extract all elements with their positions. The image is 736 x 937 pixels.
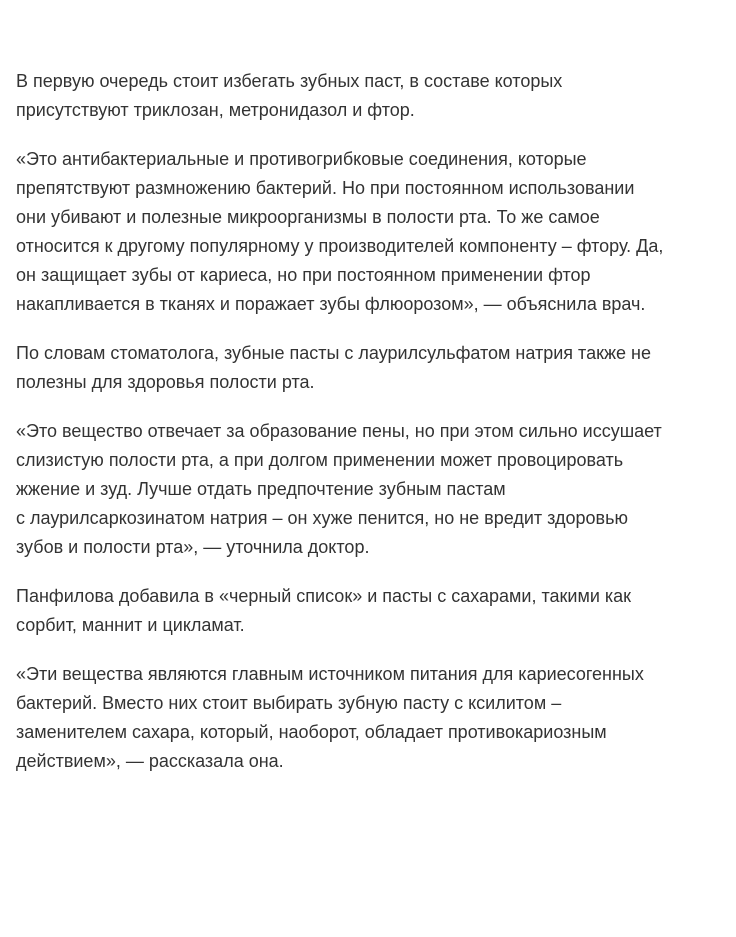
paragraph-6-quote [16, 660, 722, 776]
paragraph-2-quote [16, 145, 722, 319]
text-line: зубов и полости рта», — уточнила доктор. [16, 537, 370, 557]
text-line: с лаурилсаркозинатом натрия – он хуже пенится, но не вредит здоровью [16, 508, 628, 528]
text-line: действием», — рассказала она. [16, 751, 284, 771]
text-line: препятствуют размножению бактерий. Но при постоянном использовании [16, 178, 635, 198]
text-line: он защищает зубы от кариеса, но при постоянном применении фтор [16, 265, 591, 285]
text-line: полезны для здоровья полости рта. [16, 372, 315, 392]
text-line: заменителем сахара, который, наоборот, обладает противокариозным [16, 722, 607, 742]
text-line: Панфилова добавила в «черный список» и пасты с сахарами, такими как [16, 586, 632, 606]
text-line: «Это антибактериальные и противогрибковые соединения, которые [16, 149, 587, 169]
paragraph-3 [16, 339, 722, 397]
text-line: бактерий. Вместо них стоит выбирать зубную пасту с ксилитом – [16, 693, 562, 713]
text-line: «Это вещество отвечает за образование пены, но при этом сильно иссушает [16, 421, 662, 441]
text-line: «Эти вещества являются главным источником питания для кариесогенных [16, 664, 644, 684]
text-line: накапливается в тканях и поражает зубы флюорозом», — объяснила врач. [16, 294, 646, 314]
text-line: В первую очередь стоит избегать зубных паст, в составе которых [16, 71, 563, 91]
text-line: По словам стоматолога, зубные пасты с лаурилсульфатом натрия также не [16, 343, 651, 363]
article-body [16, 67, 722, 796]
text-line: относится к другому популярному у производителей компоненту – фтору. Да, [16, 236, 664, 256]
text-line: они убивают и полезные микроорганизмы в полости рта. То же самое [16, 207, 600, 227]
paragraph-1 [16, 67, 722, 125]
text-line: сорбит, маннит и цикламат. [16, 615, 245, 635]
text-line: жжение и зуд. Лучше отдать предпочтение зубным пастам [16, 479, 506, 499]
text-line: слизистую полости рта, а при долгом применении может провоцировать [16, 450, 624, 470]
text-line: присутствуют триклозан, метронидазол и фтор. [16, 100, 415, 120]
paragraph-4-quote [16, 417, 722, 562]
paragraph-5 [16, 582, 722, 640]
